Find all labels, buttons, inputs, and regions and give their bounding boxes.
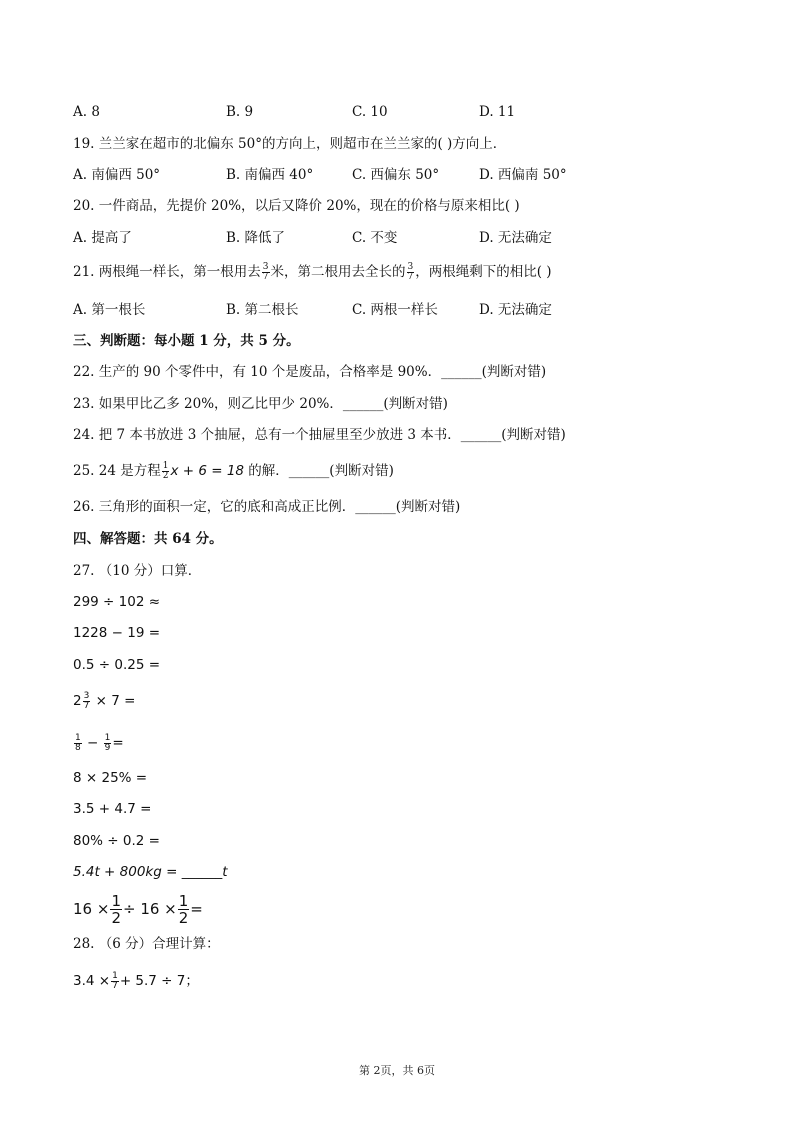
q21-part3: ，两根绳剩下的相比( ) [415, 264, 552, 280]
q28-expression [73, 971, 199, 991]
q28-b: + 5.7 ÷ 7； [119, 973, 199, 989]
calc-5-op: − [87, 735, 99, 751]
q25-frac-num: 1 [162, 461, 169, 471]
calc-4-fraction [83, 692, 91, 711]
calc-6: 8 × 25% = [73, 770, 148, 786]
calc-10-f1-den: 2 [111, 909, 121, 927]
q25-text [73, 461, 394, 481]
calc-9: 5.4t + 800kg = ______t [73, 864, 228, 880]
page-footer: 第 2页，共 6页 [359, 1064, 435, 1077]
calc-7: 3.5 + 4.7 = [73, 801, 152, 817]
q20-text: 20. 一件商品，先提价 20%，以后又降价 20%，现在的价格与原来相比( ) [73, 198, 520, 214]
q28-frac-num: 1 [112, 970, 118, 981]
calc-10 [73, 891, 203, 927]
q28-title: 28. （6 分）合理计算： [73, 936, 220, 952]
q18-option-c: C. 10 [352, 104, 388, 120]
q21-frac1-den: 7 [262, 272, 269, 282]
q20-option-a: A. 提高了 [73, 230, 132, 246]
calc-5-f2-num: 1 [104, 732, 111, 743]
q21-frac2-den: 7 [407, 272, 414, 282]
q25-frac-den: 2 [162, 471, 169, 481]
q28-a: 3.4 × [73, 973, 111, 989]
q19-options [73, 165, 733, 185]
q21-option-a: A. 第一根长 [73, 302, 146, 318]
q20-option-d: D. 无法确定 [479, 230, 552, 246]
q19-text: 19. 兰兰家在超市的北偏东 50°的方向上，则超市在兰兰家的( )方向上． [73, 136, 507, 152]
q18-option-a: A. 8 [73, 104, 100, 120]
section-4-title: 四、解答题：共 64 分。 [73, 531, 223, 547]
calc-10-f2-den: 2 [178, 909, 189, 927]
calc-1: 299 ÷ 102 ≈ [73, 594, 161, 610]
calc-4 [73, 691, 135, 711]
q25-fraction [162, 462, 170, 481]
q21-part1: 21. 两根绳一样长，第一根用去 [73, 264, 261, 280]
q18-option-d: D. 11 [479, 104, 516, 120]
q21-option-b: B. 第二根长 [226, 302, 299, 318]
calc-4-rest: × 7 = [95, 693, 136, 709]
q22-text: 22. 生产的 90 个零件中，有 10 个是废品，合格率是 90%．______(判断对错) [73, 364, 547, 380]
q21-option-c: C. 两根一样长 [352, 302, 438, 318]
q20-option-b: B. 降低了 [226, 230, 286, 246]
calc-10-fraction-2 [178, 893, 190, 926]
q25-equation: x + 6 = 18 [170, 463, 245, 479]
calc-10-f2-num: 1 [178, 892, 189, 910]
calc-5-fraction-1 [74, 734, 82, 753]
calc-5-f1-num: 1 [75, 732, 81, 743]
calc-5-f1-den: 8 [75, 742, 81, 753]
q24-text: 24. 把 7 本书放进 3 个抽屉，总有一个抽屉里至少放进 3 本书．______(判断对错) [73, 427, 566, 443]
q28-frac-den: 7 [112, 980, 118, 991]
q27-title: 27. （10 分）口算． [73, 563, 202, 579]
q21-fraction-1 [262, 263, 270, 282]
calc-10-fraction-1 [110, 893, 122, 926]
q21-option-d: D. 无法确定 [479, 302, 552, 318]
q19-option-c: C. 西偏东 50° [352, 167, 440, 183]
calc-10-eq: = [190, 900, 203, 918]
calc-4-whole: 2 [73, 693, 82, 709]
q21-part2: 米，第二根用去全长的 [270, 264, 406, 280]
q19-option-d: D. 西偏南 50° [479, 167, 567, 183]
q21-fraction-2 [407, 263, 415, 282]
q26-text: 26. 三角形的面积一定，它的底和高成正比例．______(判断对错) [73, 499, 461, 515]
q21-options [73, 300, 733, 320]
q25-part1: 25. 24 是方程 [73, 463, 161, 479]
q20-options [73, 228, 733, 248]
calc-5-fraction-2 [104, 734, 112, 753]
calc-4-frac-num: 3 [83, 690, 90, 701]
calc-2: 1228 − 19 = [73, 625, 161, 641]
section-3-title: 三、判断题：每小题 1 分，共 5 分。 [73, 333, 300, 349]
q18-option-b: B. 9 [226, 104, 254, 120]
calc-5-eq: = [112, 735, 124, 751]
calc-4-frac-den: 7 [83, 700, 90, 711]
q19-option-b: B. 南偏西 40° [226, 167, 314, 183]
calc-10-a: 16 × [73, 900, 110, 918]
calc-5-f2-den: 9 [104, 742, 111, 753]
q28-fraction [111, 972, 119, 991]
calc-10-f1-num: 1 [111, 892, 121, 910]
q18-options [73, 102, 733, 122]
q23-text: 23. 如果甲比乙多 20%，则乙比甲少 20%．______(判断对错) [73, 396, 448, 412]
calc-5 [73, 733, 124, 753]
calc-10-b: ÷ 16 × [122, 900, 177, 918]
q20-option-c: C. 不变 [352, 230, 398, 246]
q21-frac2-num: 3 [407, 262, 414, 272]
calc-3: 0.5 ÷ 0.25 = [73, 657, 161, 673]
q21-frac1-num: 3 [262, 262, 269, 272]
q25-part3: 的解．______(判断对错) [244, 463, 394, 479]
calc-8: 80% ÷ 0.2 = [73, 833, 160, 849]
q21-text [73, 262, 552, 282]
q19-option-a: A. 南偏西 50° [73, 167, 161, 183]
